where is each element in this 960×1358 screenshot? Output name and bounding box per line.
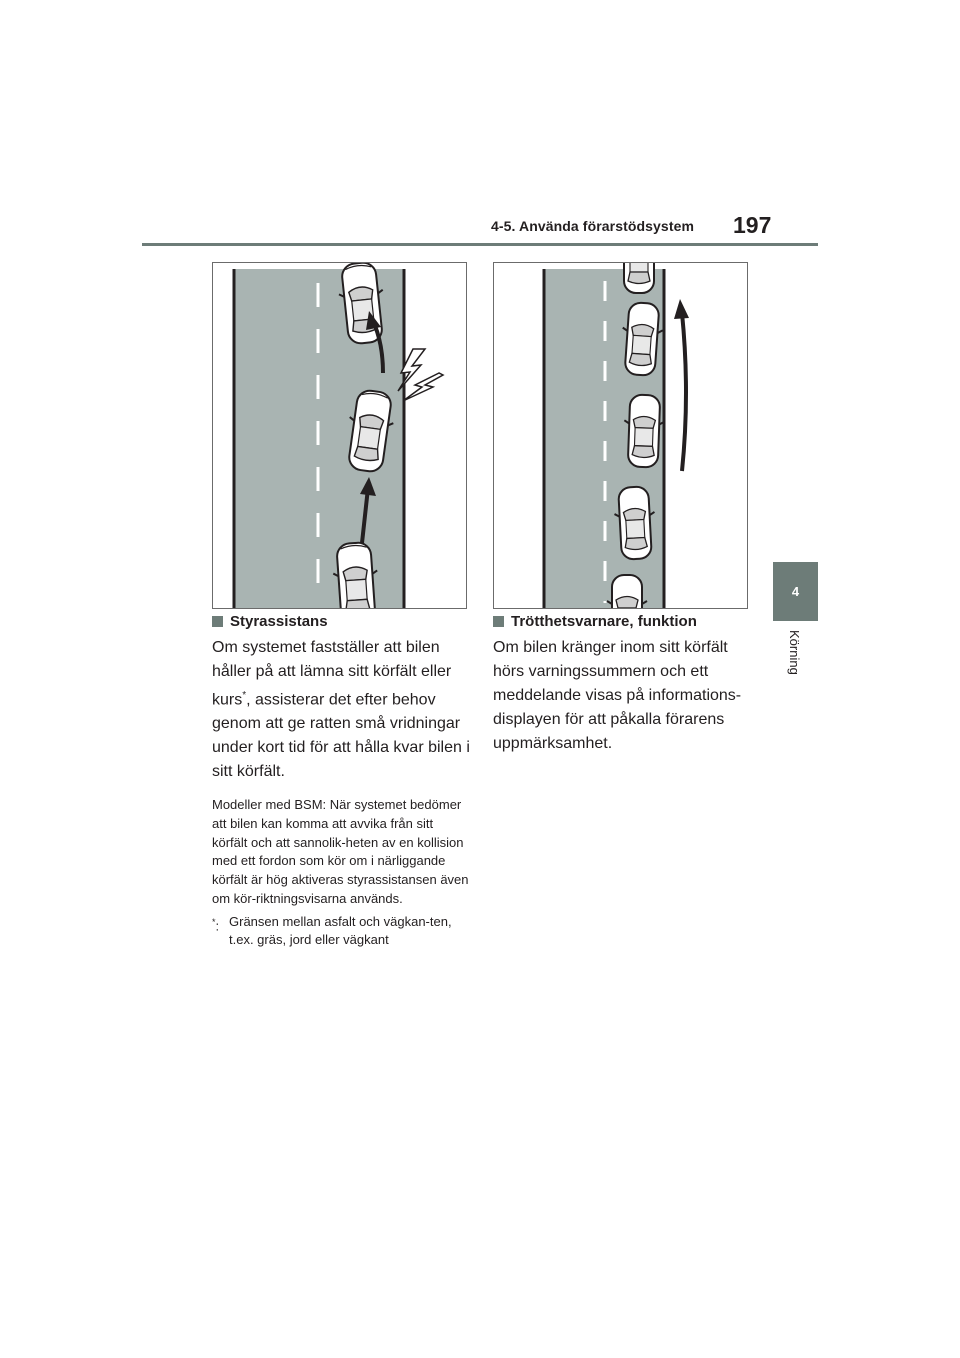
steering-assist-illustration: [212, 262, 467, 609]
footnote-reference: *: [242, 690, 247, 701]
sway-warning-heading: [493, 613, 751, 630]
section-title: 4-5. Använda förarstödsystem: [491, 218, 695, 234]
sway-warning-illustration: [493, 262, 748, 609]
steering-assist-section: [212, 613, 470, 950]
sway-warning-body: Om bilen kränger inom sitt körfält hörs varningssummern och ett meddelande visas på informations-displayen för att påkalla förarens uppmärksamhet.: [493, 639, 742, 752]
footnote: [212, 913, 470, 950]
footnote-text: Gränsen mellan asfalt och vägkan-ten, t.ex. gräs, jord eller vägkant: [229, 913, 452, 948]
heading-text: Styrassistans: [230, 613, 328, 630]
bullet-square-icon: [212, 616, 223, 627]
page-number: 197: [733, 212, 772, 238]
chapter-tab[interactable]: [773, 562, 818, 621]
header-rule: [142, 243, 818, 246]
bsm-note: Modeller med BSM: När systemet bedömer att bilen kan komma att avvika från sitt körfält och att sannolik-heten av en kollision med ett fordon som kör om i närliggande körfält är hög aktiveras styrassistansen även om kör-riktningsvisarna används.: [212, 797, 469, 906]
body-text-part1: Om systemet fastställer att bilen håller på att lämna sitt körfält eller kurs: [212, 639, 452, 709]
heading-text: Trötthetsvarnare, funktion: [511, 613, 697, 630]
sway-warning-section: [493, 613, 751, 756]
body-text-part2: , assisterar det efter behov genom att ge ratten små vridningar under kort tid för att hålla kvar bilen i sitt körfält.: [212, 691, 470, 781]
bullet-square-icon: [493, 616, 504, 627]
chapter-label: Körning: [787, 630, 802, 675]
steering-assist-heading: [212, 613, 470, 630]
chapter-number: 4: [791, 584, 800, 599]
steering-assist-body: [212, 636, 470, 784]
footnote-mark: *:: [212, 916, 220, 933]
